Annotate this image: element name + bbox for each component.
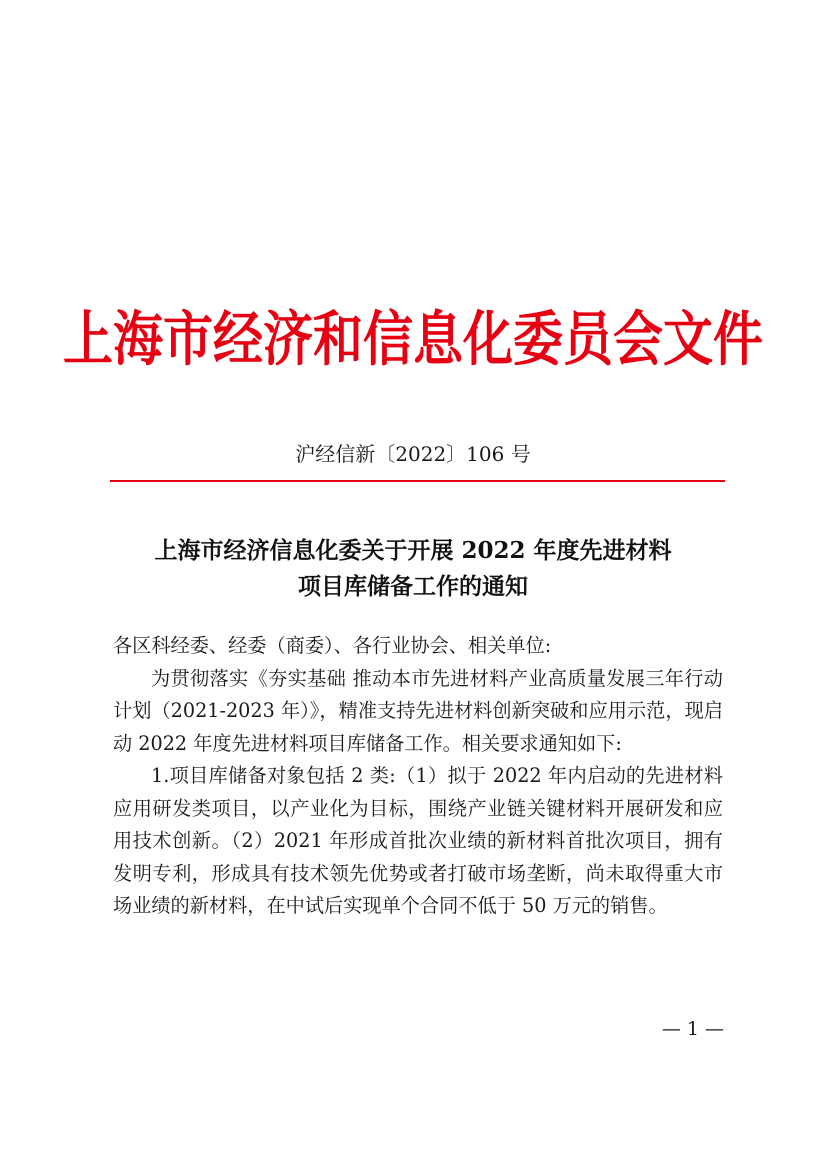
page-number: — 1 —: [661, 1018, 724, 1040]
document-title: [0, 533, 826, 605]
addressee-line: 各区科经委、经委（商委）、各行业协会、相关单位:: [113, 634, 552, 657]
document-title-line-1: 上海市经济信息化委关于开展 2022 年度先进材料: [154, 537, 672, 564]
masthead-title: 上海市经济和信息化委员会文件: [63, 303, 763, 374]
body-paragraph-1: 为贯彻落实《夯实基础 推动本市先进材料产业高质量发展三年行动计划（2021-2023 年）》，精准支持先进材料创新突破和应用示范，现启动 2022 年度先进材料项目库储备工作。相关要求通知如下:: [113, 666, 723, 755]
document-title-line-2: 项目库储备工作的通知: [298, 573, 528, 600]
document-body: [113, 630, 723, 923]
red-divider-line: [110, 480, 725, 482]
body-paragraph-2: 1.项目库储备对象包括 2 类:（1）拟于 2022 年内启动的先进材料应用研发类项目，以产业化为目标，围绕产业链关键材料开展研发和应用技术创新。（2）2021 年形成首批次业绩的新材料首批次项目，拥有发明专利，形成具有技术领先优势或者打破市场垄断，尚未取得重大市场业绩的新材料，在中试后实现单个合同不低于 50 万元的销售。: [113, 764, 723, 917]
document-number: 沪经信新〔2022〕106 号: [295, 442, 531, 466]
